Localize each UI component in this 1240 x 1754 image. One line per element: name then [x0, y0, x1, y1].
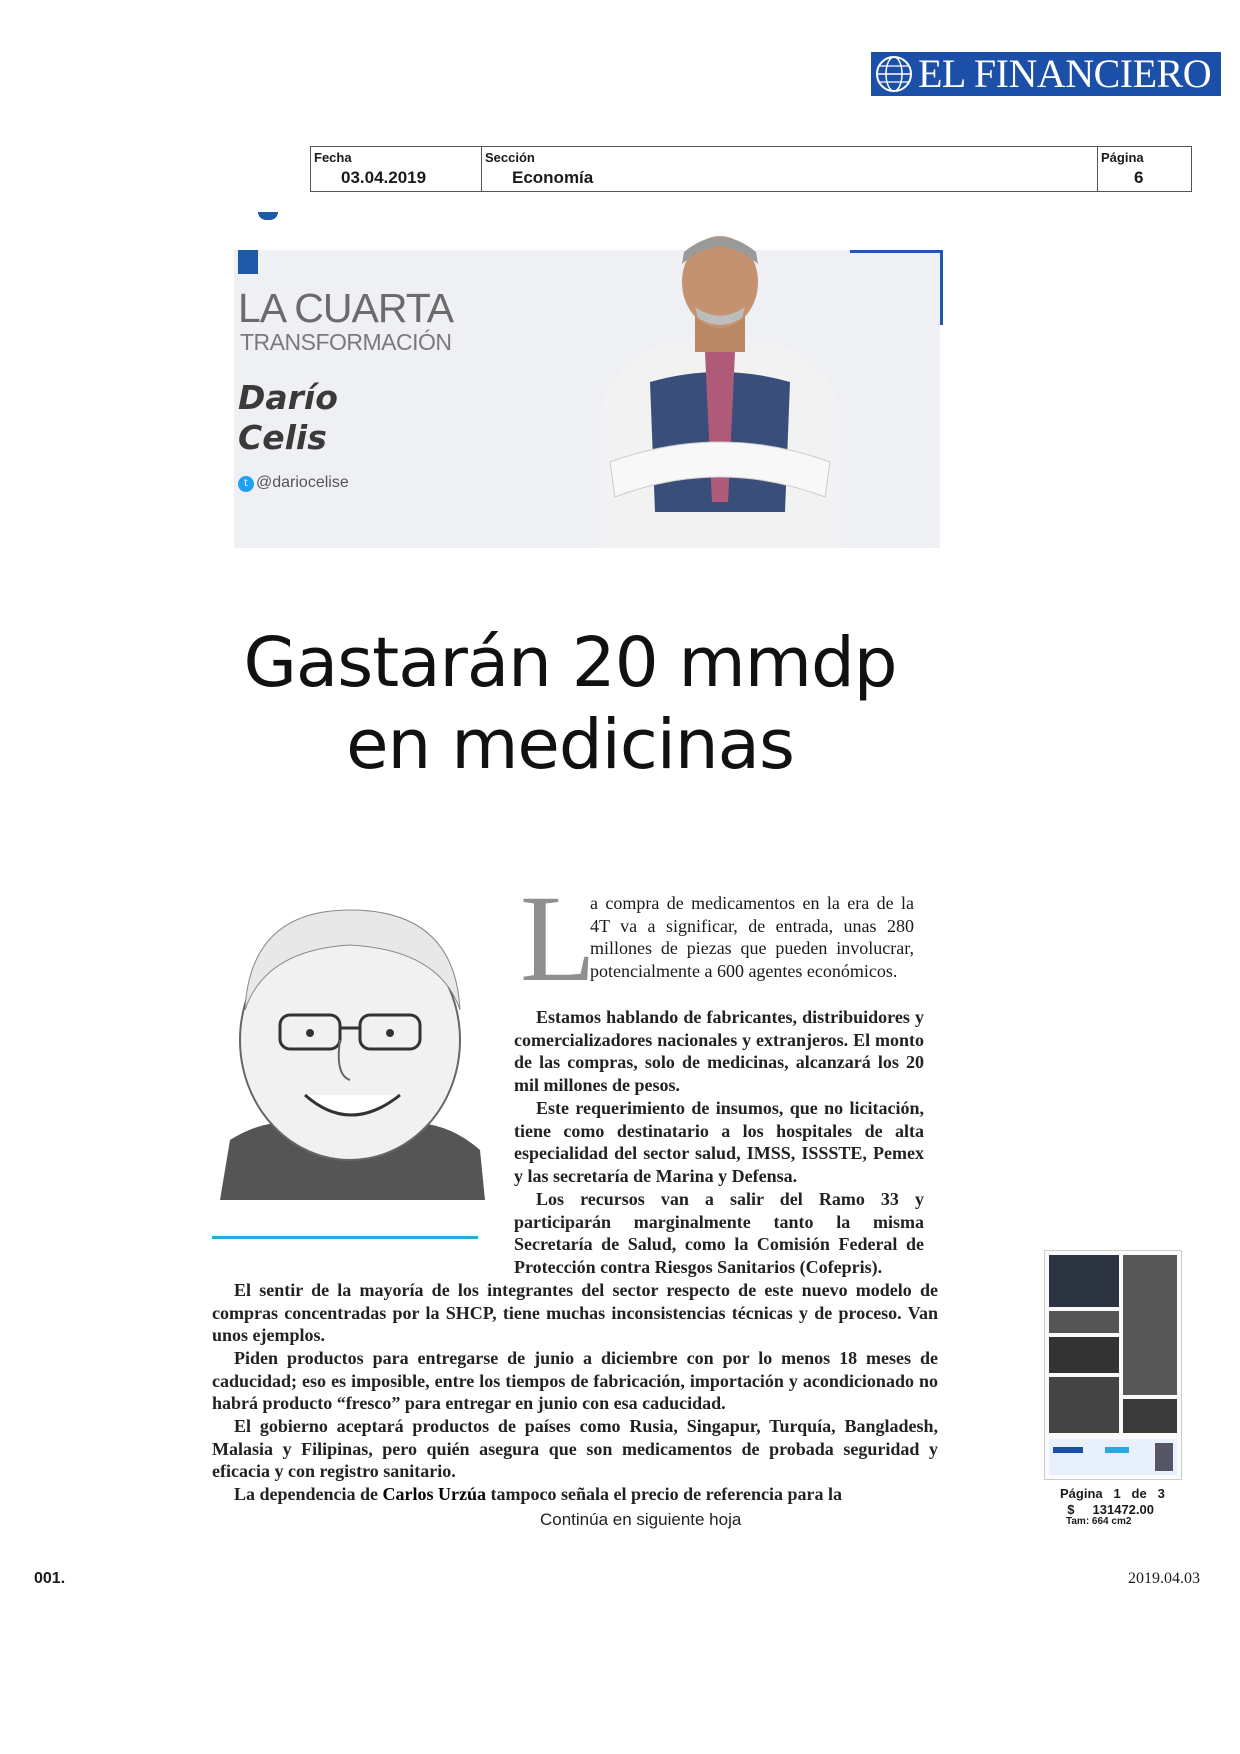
logo-text: EL FINANCIERO — [918, 51, 1212, 96]
pagina-value: 6 — [1134, 168, 1144, 187]
publication-info-table — [310, 146, 1192, 192]
pagina-label: Página — [1101, 150, 1144, 165]
author-handle: @dariocelise — [256, 474, 349, 491]
caricature-underline — [212, 1236, 478, 1239]
fecha-value: 03.04.2019 — [341, 168, 427, 187]
el-financiero-logo — [871, 52, 1221, 96]
headline-line-2: en medicinas — [346, 705, 794, 785]
article-paragraph-1: Estamos hablando de fabricantes, distribuidores y comercializadores nacionales y extranjeros. El monto de las compras, solo de medicinas, alcanzará los 20 mil millones de pesos. — [514, 1007, 924, 1096]
thumb-total: 3 — [1157, 1486, 1165, 1501]
article-paragraph-5: Piden productos para entregarse de junio a diciembre con por lo menos 18 meses de caducidad; eso es imposible, entre los tiempos de fabricación, importación y acondicionado no habrá producto “fresco” para entregar en junio con esa caducidad. — [212, 1348, 938, 1414]
article-paragraph-6: El gobierno aceptará productos de países como Rusia, Singapur, Turquía, Bangladesh, Malasia y Filipinas, pero quién asegura que son medicamentos de probada seguridad y eficacia y con registro sanitario. — [212, 1416, 938, 1482]
author-name — [238, 378, 338, 458]
page-thumbnail — [1044, 1250, 1182, 1480]
column-subtitle: TRANSFORMACIÓN — [240, 329, 452, 355]
thumb-amount: 131472.00 — [1092, 1502, 1154, 1517]
thumbnail-info — [1060, 1486, 1165, 1518]
thumbnail-size: Tam: 664 cm2 — [1066, 1516, 1132, 1527]
column-title: LA CUARTA — [238, 285, 454, 331]
seccion-label: Sección — [485, 150, 535, 165]
article-paragraph-7 — [212, 1483, 938, 1506]
globe-icon — [874, 54, 914, 94]
thumb-pagina-label: Página — [1060, 1486, 1103, 1501]
author-first-name: Darío — [238, 378, 338, 417]
drop-cap: L — [520, 870, 596, 1007]
thumb-page: 1 — [1113, 1486, 1121, 1501]
twitter-icon: t — [238, 476, 254, 492]
page-code: 001. — [34, 1570, 66, 1587]
fecha-label: Fecha — [314, 150, 352, 165]
footer-date: 2019.04.03 — [1128, 1570, 1200, 1587]
thumb-currency: $ — [1067, 1502, 1075, 1517]
caricature-illustration — [210, 890, 490, 1200]
author-photo — [570, 212, 870, 548]
pagina-cell — [1098, 147, 1191, 191]
banner-tab — [238, 250, 258, 274]
article-intro: a compra de medicamentos en la era de la 4T va a significar, de entrada, unas 280 millones de piezas que pueden involucrar, potencialmente a 600 agentes económicos. — [590, 893, 914, 982]
thumb-de: de — [1131, 1486, 1147, 1501]
seccion-value: Economía — [512, 168, 594, 187]
thumbnail-page-line — [1060, 1486, 1165, 1502]
continue-note: Continúa en siguiente hoja — [540, 1510, 742, 1529]
headline — [150, 622, 990, 786]
seccion-cell — [482, 147, 1098, 191]
p7-name: Carlos Urzúa — [382, 1484, 487, 1504]
author-last-name: Celis — [238, 418, 327, 457]
article-paragraph-4: El sentir de la mayoría de los integrantes del sector respecto de este nuevo modelo de compras concentradas por la SHCP, tiene muchas inconsistencias técnicas y de proceso. Van unos ejemplos. — [212, 1280, 938, 1346]
banner-top-accent — [258, 212, 278, 220]
article-paragraph-2: Este requerimiento de insumos, que no licitación, tiene como destinatario a los hospitales de alta especialidad del sector salud, IMSS, ISSSTE, Pemex y las secretaría de Marina y Defensa. — [514, 1098, 924, 1187]
p7-pre: La dependencia de — [234, 1484, 383, 1504]
article-paragraph-3: Los recursos van a salir del Ramo 33 y participarán marginalmente tanto la misma Secretaría de Salud, como la Comisión Federal de Protección contra Riesgos Sanitarios (Cofepris). — [514, 1189, 924, 1278]
p7-post: tampoco señala el precio de referencia para la — [486, 1484, 842, 1504]
headline-line-1: Gastarán 20 mmdp — [243, 623, 897, 703]
fecha-cell — [311, 147, 482, 191]
